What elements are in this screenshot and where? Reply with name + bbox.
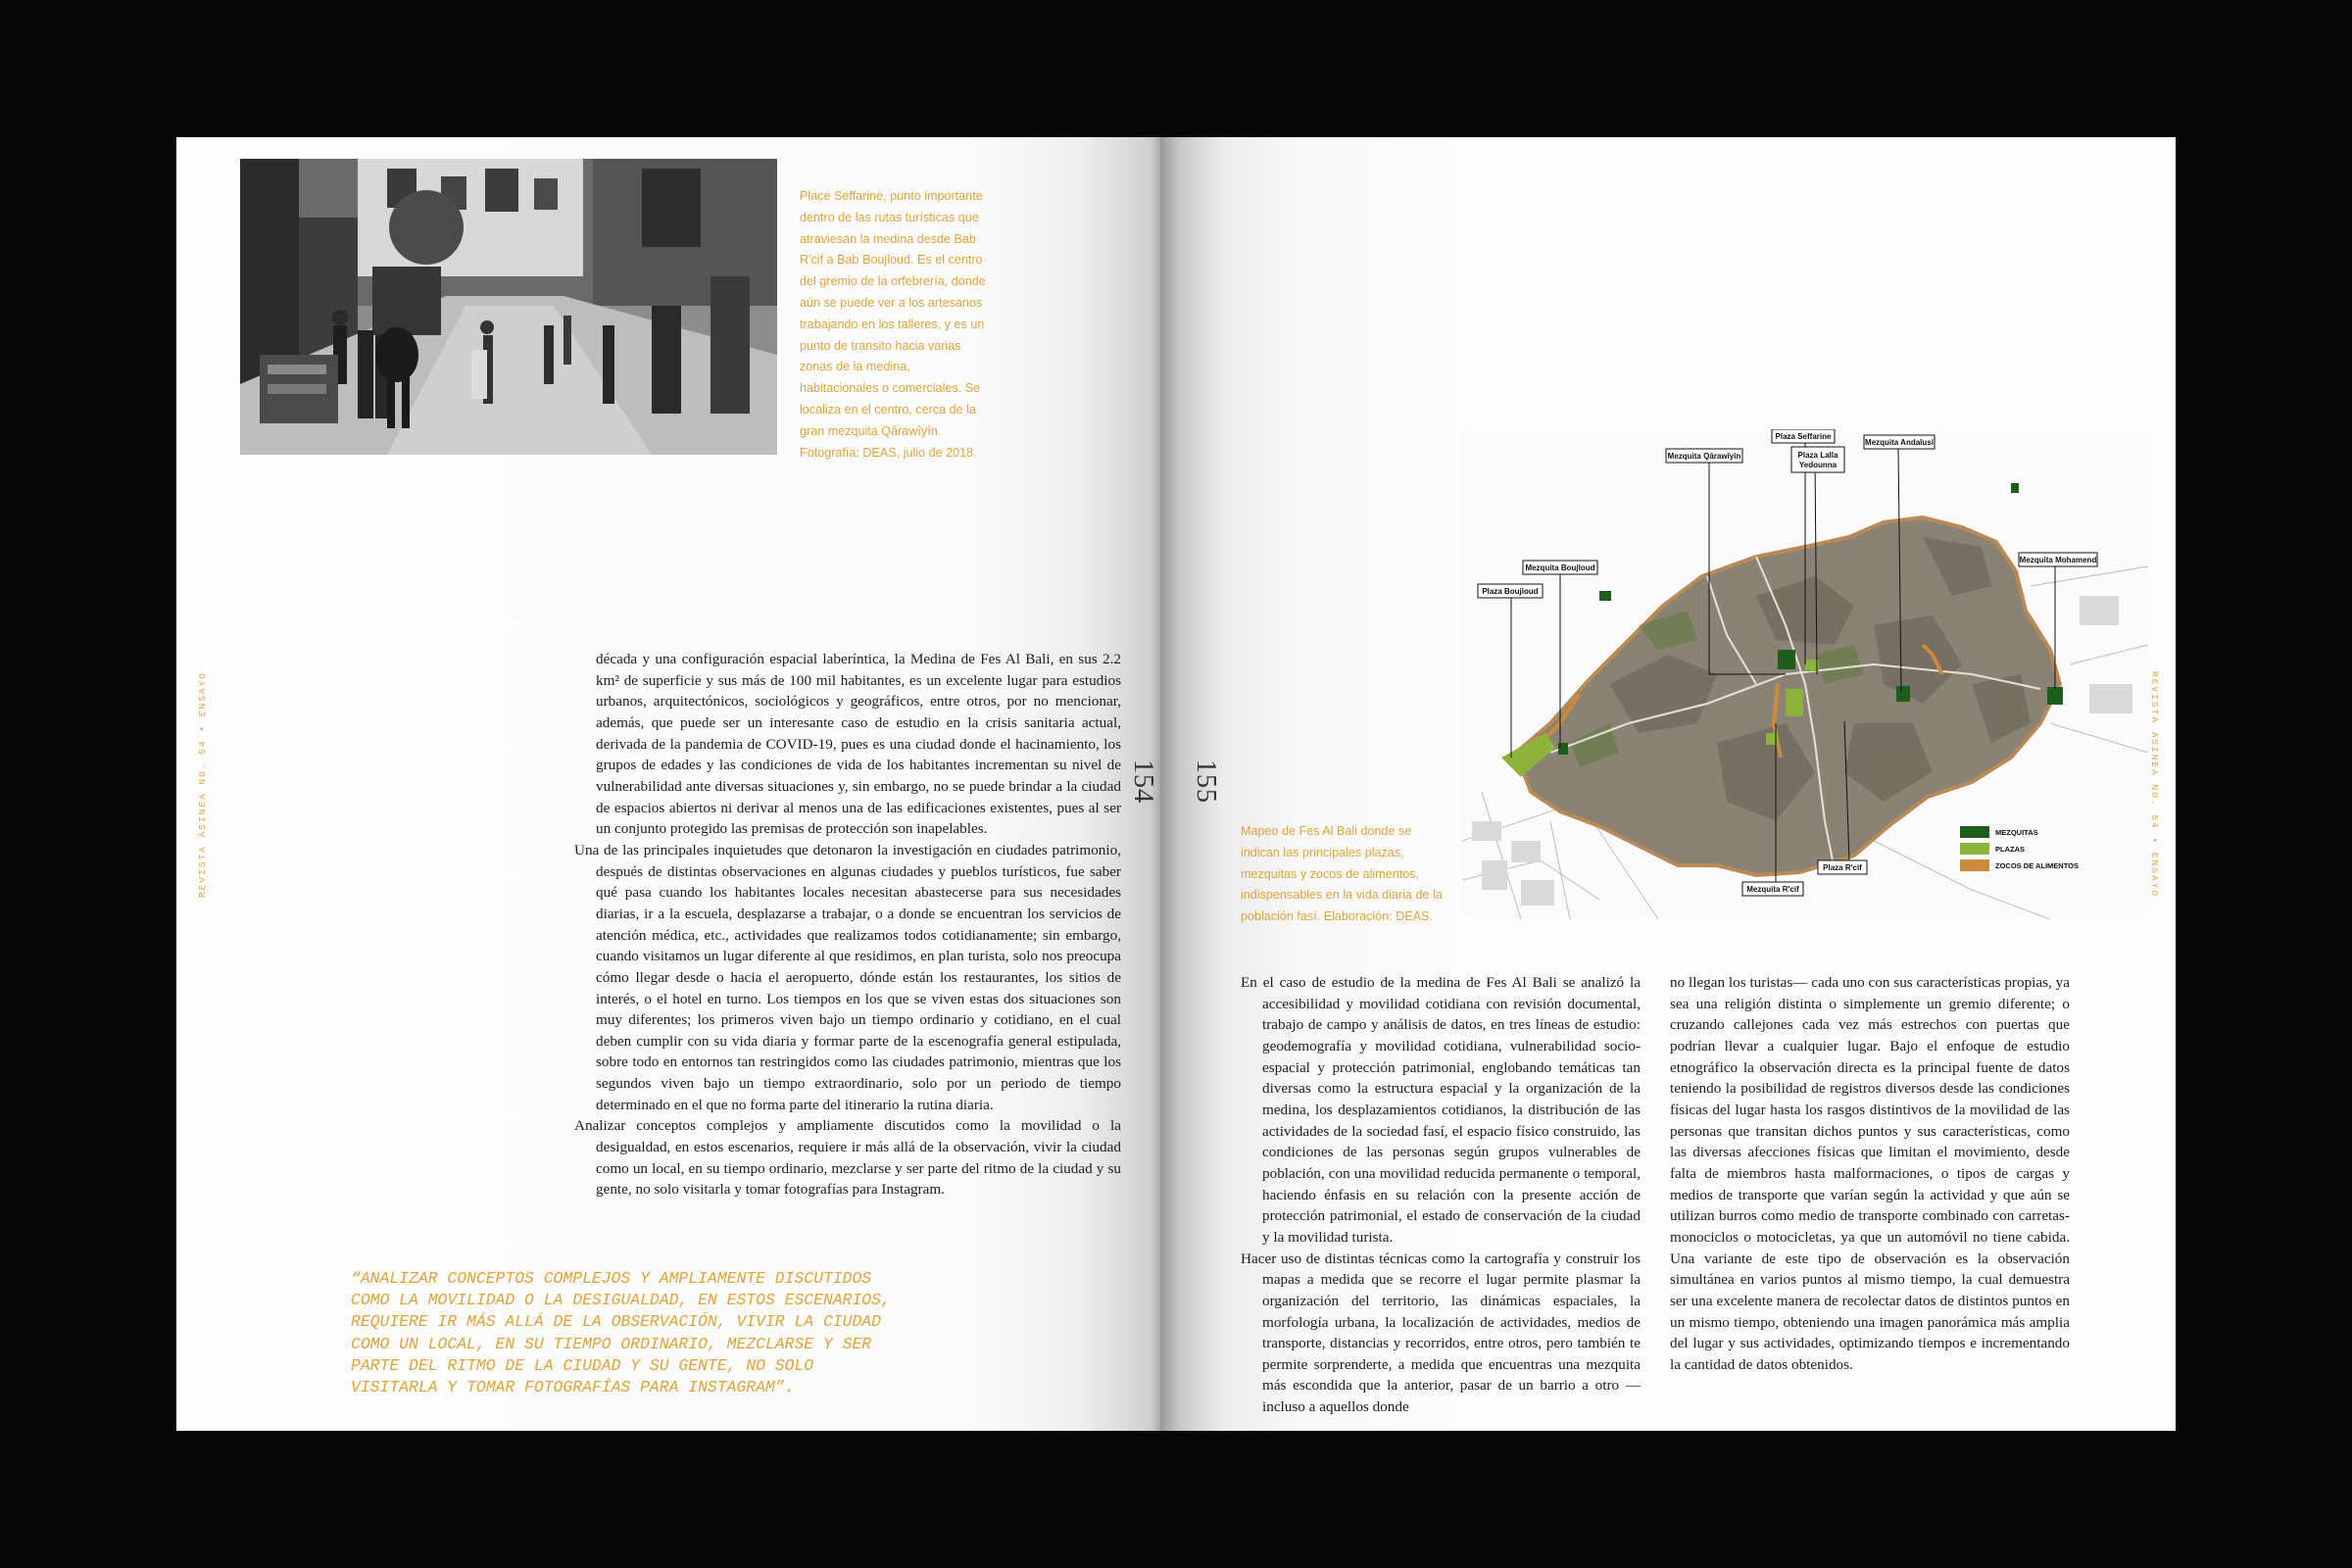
- body-paragraph: Analizar conceptos complejos y ampliamente discutidos como la movilidad o la desigualdad, en estos escenarios, requiere ir más allá de la observación, vivir la ciudad como un local, en su tiempo ordinario, mezclarse y ser parte del ritmo de la ciudad y su gente, no solo visitarla y tomar fotografías para Instagram.: [574, 1117, 1121, 1199]
- page-number: 154: [1128, 760, 1158, 804]
- legend-swatch-mosques: [1960, 826, 1989, 838]
- map-label: Mezquita Qârawîyîn: [1667, 452, 1741, 461]
- body-paragraph: no llegan los turistas— cada uno con sus características propias, ya sea una religión distinta o simplemente un gremio diferente; o cruzando callejones cada vez más estrechos con puertas que podrían llevar a cualquier lugar. Bajo el enfoque de estudio etnográfico la observación directa es la principal fuente de datos teniendo la posibilidad de registros diversos desde las condiciones físicas del lugar hasta los rasgos distintivos de la movilidad de las personas que transitan dichos puntos y sus características, como las diversas afecciones físicas que limitan el movimiento, desde falta de miembros hasta malformaciones, o tipos de cargas y medios de transporte que varían según la actividad y que aún se utilizan burros como medio de transporte combinado con carretas-monociclos o motocicletas, ya que un automóvil no tiene cabida. Una variante de este tipo de observación es la observación simultánea en varios puntos al mismo tiempo, la cual demuestra ser una excelente manera de recolectar datos de distintos puntos en un mismo tiempo, obteniendo una imagen panorámica más amplia del lugar y sus actividades, optimizando tiempos e incrementando la cantidad de datos obtenidos.: [1670, 974, 2070, 1373]
- map-caption: Mapeo de Fes Al Bali donde se indican las principales plazas, mezquitas y zocos de alimentos, indispensables en la vida diaria de la población fasí. Elaboración: DEAS.: [1241, 824, 1443, 924]
- map-label: Mezquita Mohamend: [2019, 556, 2097, 564]
- place-seffarine-photo: [240, 159, 777, 455]
- legend-swatch-zocos: [1960, 859, 1989, 871]
- map-label: Yedounna: [1798, 461, 1838, 469]
- body-paragraph: Una de las principales inquietudes que detonaron la investigación en ciudades patrimonio, después de distintas observaciones en algunas ciudades y pueblos turísticos, fue saber qué pasa cuando los habitantes locales necesitan abastecerse para sus necesidades diarias, ir a la escuela, desplazarse a trabajar, o a donde se encuentran los servicios de atención médica, etc., actividades que realizamos todos cotidianamente; sin embargo, cuando visitamos un lugar diferente al que residimos, en plan turista, solo nos preocupa cómo llegar desde o hacia el aeropuerto, dónde están los restaurantes, los sitios de interés, o el hotel en turno. Los tiempos en los que se viven estas dos situaciones son muy diferentes; los primeros viven bajo un tiempo ordinario y cotidiano, en el cual deben cumplir con su vida diaria y formar parte de la escenografía general estipulada, sobre todo en entornos tan restringidos como las ciudades patrimonio, mientras que los segundos viven bajo un tiempo extraordinario, solo por un periodo de tiempo determinado en el que no forma parte del itinerario la rutina diaria.: [574, 841, 1121, 1113]
- map-label: Mezquita Boujloud: [1525, 564, 1595, 572]
- map-label: Plaza R'cif: [1823, 863, 1862, 872]
- map-label: Plaza Boujloud: [1482, 587, 1539, 596]
- map-label: Mezquita Andalusí: [1865, 438, 1934, 447]
- body-column: [1670, 972, 2070, 1375]
- right-page: [1160, 137, 2176, 1431]
- left-page: [176, 137, 1160, 1431]
- legend-label: MEZQUITAS: [1995, 828, 2038, 837]
- body-column: [1241, 972, 1641, 1418]
- body-paragraph: década y una configuración espacial laberíntica, la Medina de Fes Al Bali, en sus 2.2 km² de superficie y sus más de 100 mil habitantes, es un excelente lugar para estudios urbanos, arquitectónicos, sociológicos y geográficos, entre otros, por no mencionar, además, que puede ser un interesante caso de estudio en la crisis sanitaria actual, derivada de la pandemia de COVID-19, pues es una ciudad donde el hacinamiento, los grupos de edades y las condiciones de vida de los habitantes incrementan su nivel de vulnerabilidad ante diversas situaciones y, sin embargo, no se puede brindar a la ciudad de espacios abiertos ni derivar al menos una de las edificaciones existentes, pues al ser un conjunto protegido las premisas de protección son inapelables.: [596, 651, 1121, 838]
- running-head: REVISTA ASINEA NO. 54 • ENSAYO: [197, 671, 208, 899]
- legend-label: ZOCOS DE ALIMENTOS: [1995, 861, 2080, 870]
- map-label: Plaza Lalla: [1797, 451, 1838, 460]
- body-column: [574, 649, 1121, 1200]
- map-label: Mezquita R'cif: [1746, 885, 1799, 894]
- medina-map: [1462, 429, 2148, 919]
- body-paragraph: En el caso de estudio de la medina de Fes Al Bali se analizó la accesibilidad y movilidad cotidiana con revisión documental, trabajo de campo y análisis de datos, en tres líneas de estudio: geodemografía y movilidad cotidiana, vulnerabilidad socio-espacial y protección patrimonial, englobando temáticas tan diversas como la estructura espacial y la organización de la medina, los desplazamientos cotidianos, la distribución de las actividades de la sociedad fasí, el espacio físico construido, las condiciones de las personas según grupos vulnerables de población, con una movilidad reducida permanente o temporal, haciendo énfasis en su relación con la presente acción de protección patrimonial, el estado de conservación de la ciudad y la movilidad turista.: [1241, 974, 1641, 1246]
- pull-quote: “ANALIZAR CONCEPTOS COMPLEJOS Y AMPLIAMENTE DISCUTIDOS COMO LA MOVILIDAD O LA DESIGUALDAD, EN ESTOS ESCENARIOS, REQUIERE IR MÁS ALLÁ DE LA OBSERVACIÓN, VIVIR LA CIUDAD COMO UN LOCAL, EN SU TIEMPO ORDINARIO, MEZCLARSE Y SER PARTE DEL RITMO DE LA CIUDAD Y SU GENTE, NO SOLO VISITARLA Y TOMAR FOTOGRAFÍAS PARA INSTAGRAM”.: [351, 1269, 891, 1397]
- body-paragraph: Hacer uso de distintas técnicas como la cartografía y construir los mapas a medida que se recorre el lugar permite plasmar la organización del territorio, las dinámicas espaciales, la morfología urbana, la localización de actividades, medios de transporte, distancias y recorridos, entre otros, pero también te permite sorprenderte, a medida que encuentras una mezquita más escondida que la anterior, pasar de un barrio a otro —incluso a aquellos donde: [1241, 1250, 1641, 1416]
- page-number: 155: [1191, 760, 1221, 804]
- running-head: REVISTA ASINEA NO. 54 • ENSAYO: [2149, 671, 2160, 899]
- photo-caption: Place Seffarine, punto importante dentro de las rutas turísticas que atraviesan la medina desde Bab R'cif a Bab Boujloud. Es el centro del gremio de la orfebrería, donde aún se puede ver a los artesanos trabajando en los talleres, y es un punto de transito hacia varias zonas de la medina, habitacionales o comerciales. Se localiza en el centro, cerca de la gran mezquita Qârawîyîn. Fotografía: DEAS, julio de 2018.: [800, 189, 986, 460]
- legend-label: PLAZAS: [1995, 845, 2025, 854]
- map-label: Plaza Seffarine: [1775, 432, 1832, 441]
- legend-swatch-plazas: [1960, 843, 1989, 855]
